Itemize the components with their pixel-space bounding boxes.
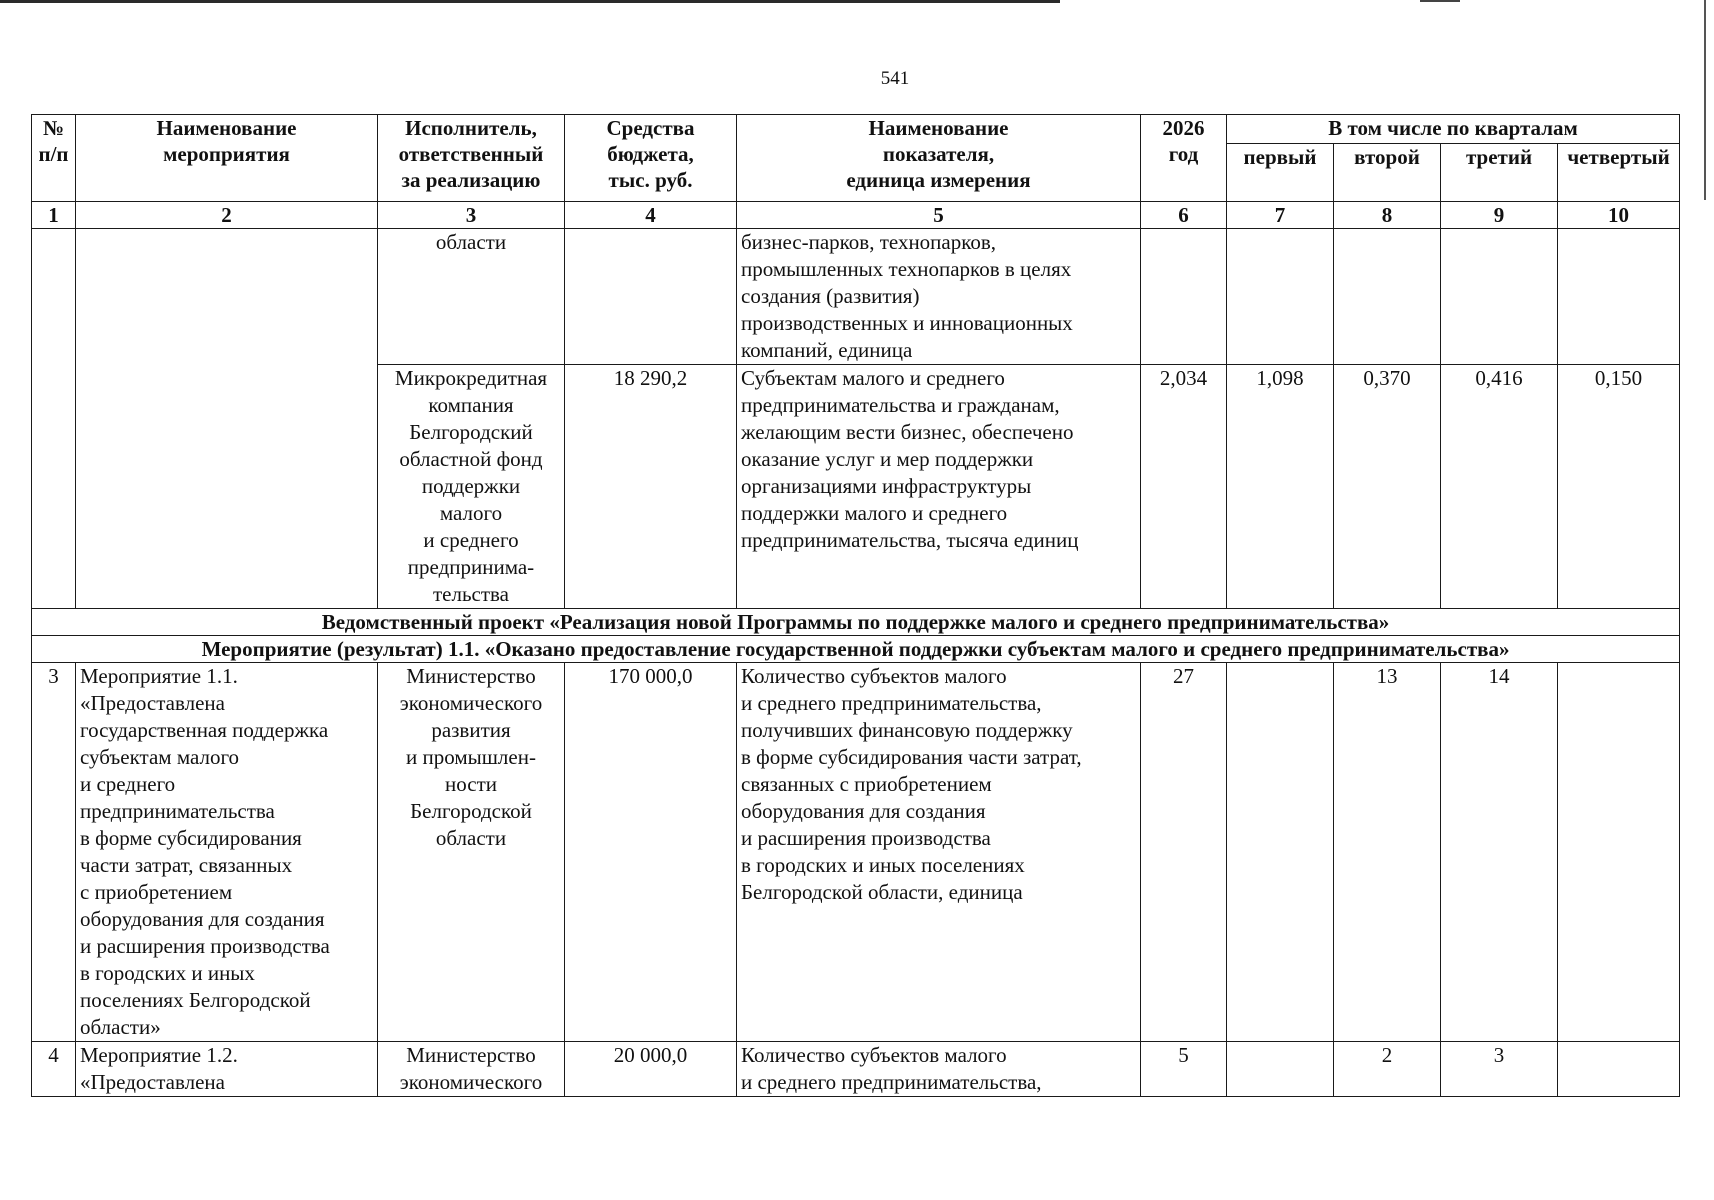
cell-q2-value: 0,370 <box>1334 365 1441 609</box>
header-quarter-1: первый <box>1227 144 1334 202</box>
section-row-result <box>32 636 1680 663</box>
cell-executor: Министерство экономического <box>378 1042 565 1097</box>
header-quarter-2: второй <box>1334 144 1441 202</box>
cell-q3-value: 0,416 <box>1441 365 1558 609</box>
column-number: 2 <box>76 202 378 229</box>
header-quarters-group: В том числе по кварталам <box>1227 115 1680 144</box>
header-budget: Средства бюджета, тыс. руб. <box>565 115 737 202</box>
cell-year-empty <box>1141 229 1227 365</box>
cell-q2-value: 13 <box>1334 663 1441 1042</box>
scan-edge-right <box>1704 0 1706 200</box>
table-row <box>32 1042 1680 1097</box>
header-executor: Исполнитель, ответственный за реализацию <box>378 115 565 202</box>
cell-year-value: 2,034 <box>1141 365 1227 609</box>
cell-executor: Микрокредитная компания Белгородский областной фонд поддержки малого и среднего предпринима- тельства <box>378 365 565 609</box>
cell-budget: 170 000,0 <box>565 663 737 1042</box>
header-activity-name: Наименование мероприятия <box>76 115 378 202</box>
section-title-project: Ведомственный проект «Реализация новой Программы по поддержке малого и среднего предпринимательства» <box>32 609 1680 636</box>
page-number: 541 <box>880 68 910 89</box>
cell-q2-empty <box>1334 229 1441 365</box>
column-number-row <box>32 202 1680 229</box>
cell-q3-value: 3 <box>1441 1042 1558 1097</box>
header-row <box>32 115 1680 144</box>
cell-budget-empty <box>565 229 737 365</box>
cell-activity-name: Мероприятие 1.1. «Предоставлена государственная поддержка субъектам малого и среднего предпринимательства в форме субсидирования части затрат, связанных с приобретением оборудования для создания и расширения производства в городских и иных поселениях Белгородской области» <box>76 663 378 1042</box>
column-number: 7 <box>1227 202 1334 229</box>
cell-indicator: Субъектам малого и среднего предпринимательства и гражданам, желающим вести бизнес, обеспечено оказание услуг и мер поддержки организациями инфраструктуры поддержки малого и среднего предпринимательства, тысяча единиц <box>737 365 1141 609</box>
header-quarter-3: третий <box>1441 144 1558 202</box>
cell-budget: 18 290,2 <box>565 365 737 609</box>
cell-executor: области <box>378 229 565 365</box>
cell-q4-value <box>1558 1042 1680 1097</box>
cell-q1-value <box>1227 663 1334 1042</box>
cell-q4-value: 0,150 <box>1558 365 1680 609</box>
cell-q1-empty <box>1227 229 1334 365</box>
activities-table <box>31 114 1680 1097</box>
header-year: 2026 год <box>1141 115 1227 202</box>
header-number: № п/п <box>32 115 76 202</box>
cell-year-value: 27 <box>1141 663 1227 1042</box>
cell-q3-value: 14 <box>1441 663 1558 1042</box>
cell-q4-empty <box>1558 229 1680 365</box>
cell-indicator: Количество субъектов малого и среднего предпринимательства, <box>737 1042 1141 1097</box>
column-number: 5 <box>737 202 1141 229</box>
column-number: 9 <box>1441 202 1558 229</box>
cell-q4-value <box>1558 663 1680 1042</box>
table-row <box>32 663 1680 1042</box>
table-row <box>32 229 1680 365</box>
cell-q3-empty <box>1441 229 1558 365</box>
section-title-result: Мероприятие (результат) 1.1. «Оказано предоставление государственной поддержки субъектам малого и среднего предпринимательства» <box>32 636 1680 663</box>
scan-edge-mark <box>1420 0 1460 2</box>
cell-q1-value: 1,098 <box>1227 365 1334 609</box>
cell-activity-name: Мероприятие 1.2. «Предоставлена <box>76 1042 378 1097</box>
cell-indicator: бизнес-парков, технопарков, промышленных технопарков в целях создания (развития) производственных и инновационных компаний, единица <box>737 229 1141 365</box>
section-row-project <box>32 609 1680 636</box>
column-number: 8 <box>1334 202 1441 229</box>
cell-activity-empty <box>76 229 378 609</box>
column-number: 3 <box>378 202 565 229</box>
cell-indicator: Количество субъектов малого и среднего предпринимательства, получивших финансовую поддержку в форме субсидирования части затрат, связанных с приобретением оборудования для создания и расширения производства в городских и иных поселениях Белгородской области, единица <box>737 663 1141 1042</box>
cell-q2-value: 2 <box>1334 1042 1441 1097</box>
cell-q1-value <box>1227 1042 1334 1097</box>
header-quarter-4: четвертый <box>1558 144 1680 202</box>
header-indicator: Наименование показателя, единица измерения <box>737 115 1141 202</box>
column-number: 4 <box>565 202 737 229</box>
cell-budget: 20 000,0 <box>565 1042 737 1097</box>
column-number: 6 <box>1141 202 1227 229</box>
column-number: 10 <box>1558 202 1680 229</box>
cell-year-value: 5 <box>1141 1042 1227 1097</box>
column-number: 1 <box>32 202 76 229</box>
cell-number-empty <box>32 229 76 609</box>
cell-executor: Министерство экономического развития и промышлен- ности Белгородской области <box>378 663 565 1042</box>
cell-number: 3 <box>32 663 76 1042</box>
scan-edge-line <box>0 0 1060 3</box>
cell-number: 4 <box>32 1042 76 1097</box>
